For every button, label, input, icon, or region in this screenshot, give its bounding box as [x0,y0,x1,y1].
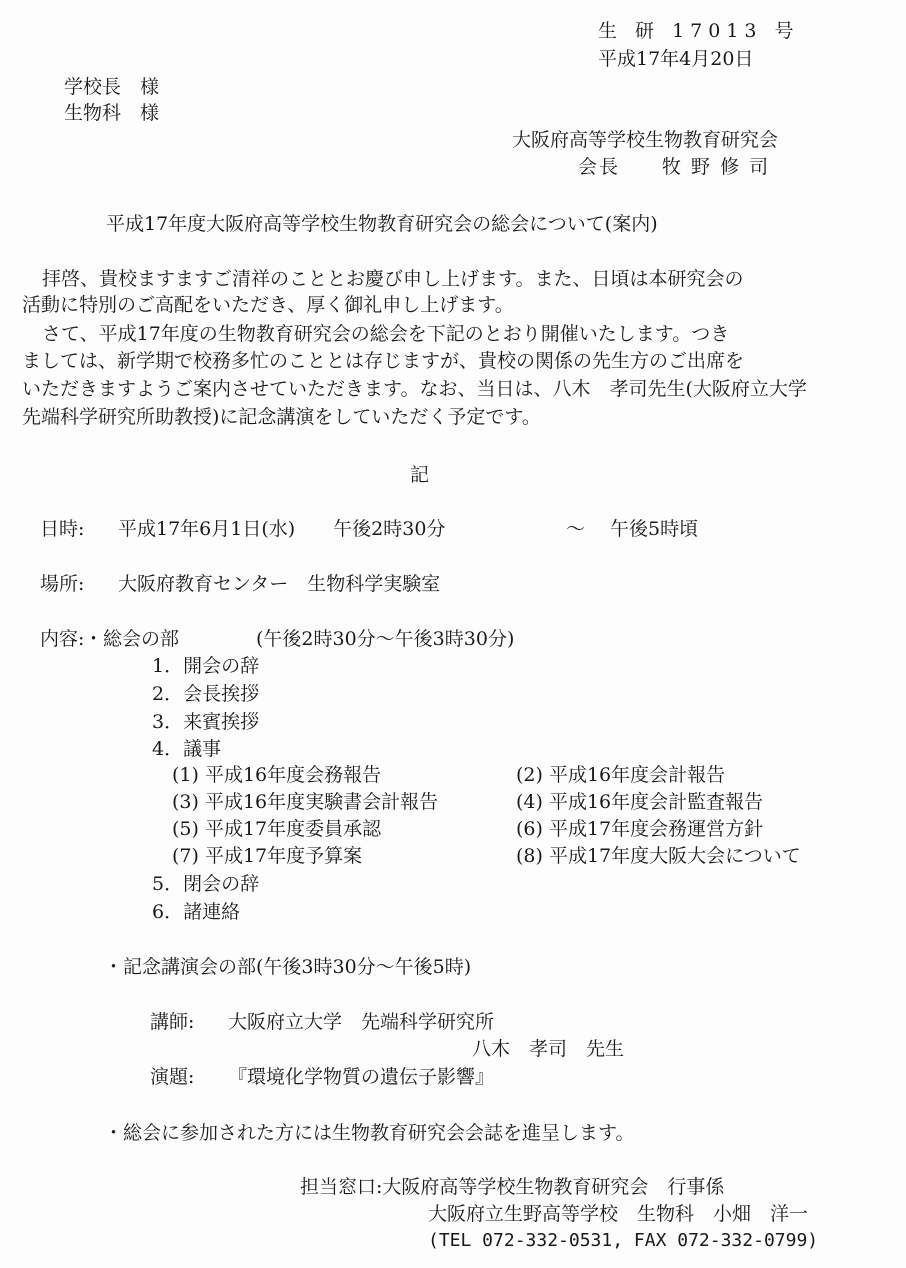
datetime-label: 日時: [40,518,85,540]
datetime-value: 平成17年6月1日(水) 午後2時30分 [118,518,446,540]
lecturer-affiliation: 大阪府立大学 先端科学研究所 [228,1011,495,1033]
content-label: 内容: [40,628,85,650]
general-section-title: ・総会の部 [84,628,180,650]
sender-organization: 大阪府高等学校生物教育研究会 [512,129,779,151]
body-line: 先端科学研究所助教授)に記念講演をしていただく予定です。 [22,406,541,428]
lecturer-name: 八木 孝司 先生 [472,1038,625,1060]
addressee-principal: 学校長 様 [64,76,160,98]
list-item: 1．開会の辞 [152,655,260,677]
lecture-section-title: ・記念講演会の部(午後3時30分～午後5時) [104,956,472,978]
body-line: さて、平成17年度の生物教育研究会の総会を下記のとおり開催いたします。つき [42,323,730,345]
theme-value: 『環境化学物質の遺伝子影響』 [228,1066,495,1088]
participation-note: ・総会に参加された方には生物教育研究会会誌を進呈します。 [104,1122,635,1144]
place-value: 大阪府教育センター 生物科学実験室 [118,573,441,595]
list-item: 3．来賓挨拶 [152,711,260,733]
agenda-item: (8) 平成17年度大阪大会について [516,845,801,867]
general-section-time: (午後2時30分～午後3時30分) [256,628,515,650]
sender-name: 会長 牧 野 修 司 [578,156,771,178]
theme-label: 演題: [150,1066,195,1088]
document-title: 平成17年度大阪府高等学校生物教育研究会の総会について(案内) [106,213,658,235]
addressee-biology-dept: 生物科 様 [64,102,160,124]
body-line: 拝啓、貴校ますますご清祥のこととお慶び申し上げます。また、日頃は本研究会の [42,268,744,290]
datetime-separator: ～ [566,518,586,540]
contact-line: 担当窓口:大阪府高等学校生物教育研究会 行事係 [300,1176,725,1198]
place-label: 場所: [40,573,85,595]
body-line: ましては、新学期で校務多忙のこととは存じますが、貴校の関係の先生方のご出席を [22,350,745,372]
body-line: いただきますようご案内させていただきます。なお、当日は、八木 孝司先生(大阪府立大学 [22,378,807,400]
agenda-item: (3) 平成16年度実験書会計報告 [172,791,439,813]
list-item: 4．議事 [152,738,222,760]
agenda-item: (2) 平成16年度会計報告 [516,764,726,786]
agenda-item: (5) 平成17年度委員承認 [172,818,382,840]
list-item: 6．諸連絡 [152,901,241,923]
document-number: 生 研 17013 号 [598,20,800,42]
datetime-end: 午後5時頃 [610,518,699,540]
contact-line: 大阪府立生野高等学校 生物科 小畑 洋一 [428,1203,809,1225]
list-item: 2．会長挨拶 [152,683,260,705]
body-line: 活動に特別のご高配をいただき、厚く御礼申し上げます。 [22,294,514,316]
list-item: 5．閉会の辞 [152,873,260,895]
agenda-item: (1) 平成16年度会務報告 [172,764,382,786]
agenda-item: (4) 平成16年度会計監査報告 [516,791,764,813]
ki-heading: 記 [410,464,430,486]
agenda-item: (6) 平成17年度会務運営方針 [516,818,764,840]
document-date: 平成17年4月20日 [598,48,754,70]
contact-phone-fax: (TEL 072-332-0531, FAX 072-332-0799) [428,1230,819,1251]
agenda-item: (7) 平成17年度予算案 [172,845,363,867]
lecturer-label: 講師: [150,1011,195,1033]
